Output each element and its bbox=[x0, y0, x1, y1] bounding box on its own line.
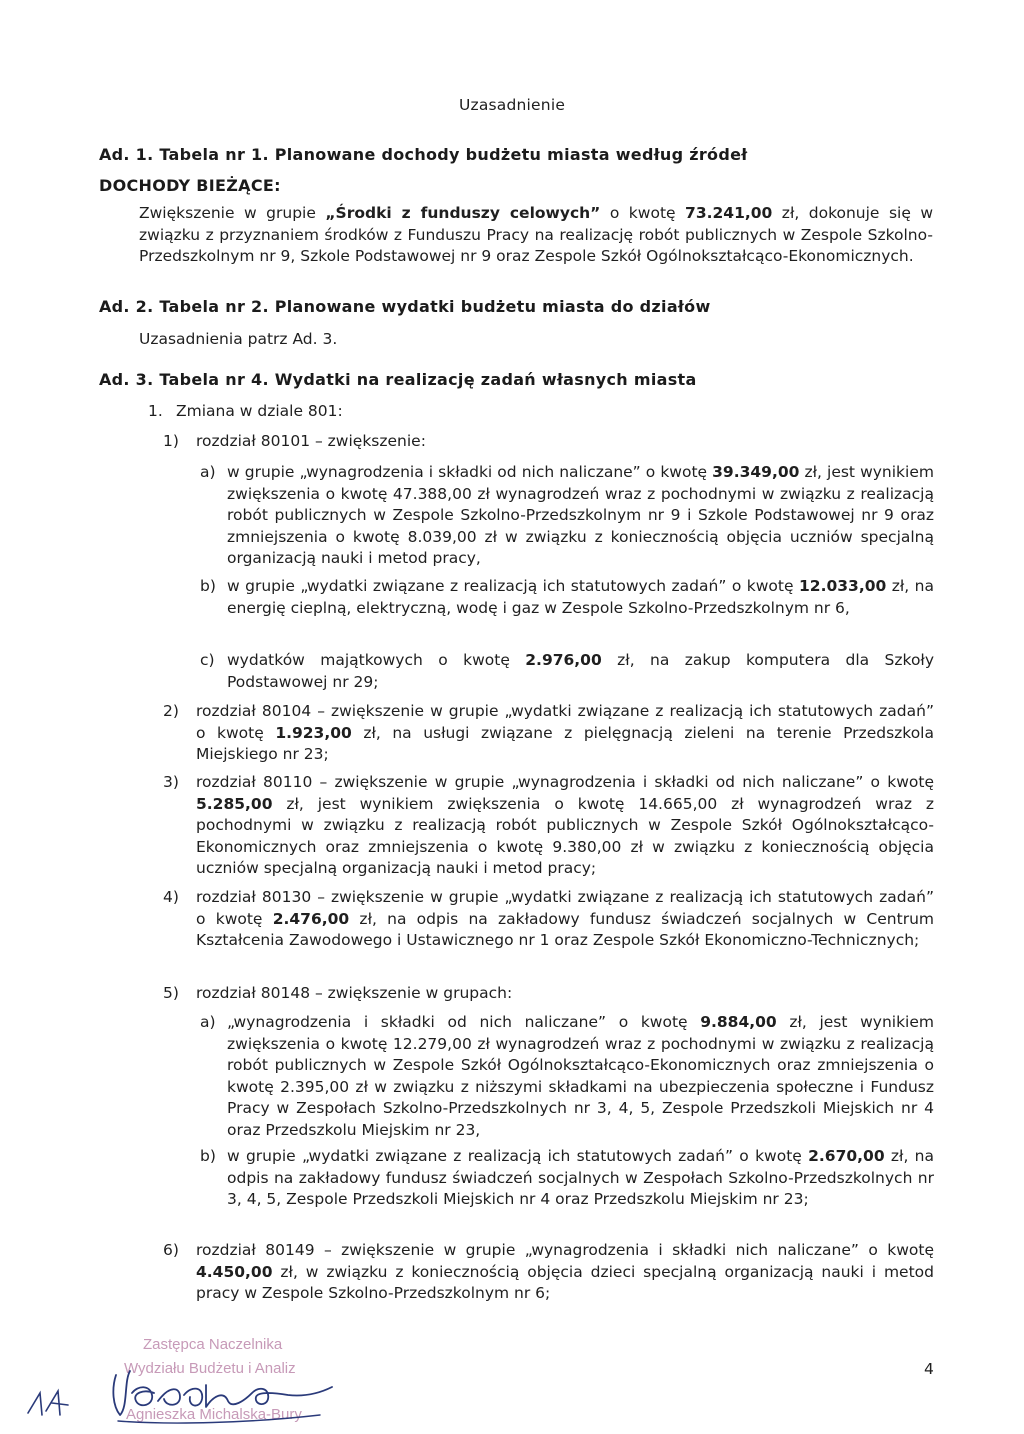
section-6-text: rozdział 80149 – zwiększenie w grupie „wynagrodzenia i składki nich naliczane” o kwotę 4.450,00 zł, w związku z koniecznością objęcia dzieci specjalną organizacją nauki i metod pracy w Zespole Szkolno-Przedszkolnym nr 6; bbox=[196, 1241, 934, 1303]
section-5b-amount: 2.670,00 bbox=[808, 1147, 885, 1165]
ad1-paragraph: Zwiększenie w grupie „Środki z funduszy celowych” o kwotę 73.241,00 zł, dokonuje się w związku z przyznaniem środków z Funduszu Pracy na realizację robót publicznych w Zespole Szkolno-Przedszkolnym nr 9, Szkole Podstawowej nr 9 oraz Zespole Szkół Ogólnokształcąco-Ekonomicznych. bbox=[139, 204, 934, 266]
section-5a-label: a) bbox=[200, 1013, 216, 1031]
page-number: 4 bbox=[924, 1360, 934, 1378]
stamp-name: Agnieszka Michalska-Bury bbox=[126, 1406, 302, 1423]
section-6-amount: 4.450,00 bbox=[196, 1262, 273, 1281]
ad1-heading: Ad. 1. Tabela nr 1. Planowane dochody budżetu miasta według źródeł bbox=[99, 145, 748, 164]
section-5-number: 5) bbox=[163, 984, 179, 1002]
section-4-text: rozdział 80130 – zwiększenie w grupie „wydatki związane z realizacją ich statutowych zadań” o kwotę 2.476,00 zł, na odpis na zakładowy fundusz świadczeń socjalnych w Centrum Kształcenia Zawodowego i Ustawicznego nr 1 oraz Zespole Szkół Ekonomiczno-Technicznych; bbox=[196, 888, 934, 950]
section-1b-amount: 12.033,00 bbox=[799, 577, 887, 595]
section-5a-text: „wynagrodzenia i składki od nich naliczane” o kwotę 9.884,00 zł, jest wynikiem zwiększenia o kwotę 12.279,00 zł wynagrodzeń wraz z pochodnymi w związku z realizacją robót publicznych w Zespole Szkół Ogólnokształcąco-Ekonomicznych oraz zmniejszenia o kwotę 2.395,00 zł w związku z niższymi składkami na ubezpieczenia społeczne i Fundusz Pracy w Zespołach Szkolno-Przedszkolnych nr 3, 4, 5, Zespole Przedszkoli Miejskich nr 4 oraz Przedszkolu Miejskim nr 23, bbox=[227, 1013, 934, 1139]
section-2-amount: 1.923,00 bbox=[275, 723, 352, 742]
section-3-text: rozdział 80110 – zwiększenie w grupie „wynagrodzenia i składki od nich naliczane” o kwotę 5.285,00 zł, jest wynikiem zwiększenia o kwotę 14.665,00 zł wynagrodzeń wraz z pochodnymi w związku z realizacją robót publicznych w Zespole Szkół Ogólnokształcąco-Ekonomicznych oraz zmniejszenia o kwotę 9.380,00 zł w związku z koniecznością objęcia uczniów specjalną organizacją nauki i metod pracy; bbox=[196, 773, 934, 878]
section-1b-label: b) bbox=[200, 577, 216, 595]
section-4-amount: 2.476,00 bbox=[272, 909, 350, 928]
signature-image bbox=[20, 1345, 350, 1430]
section-5-text: rozdział 80148 – zwiększenie w grupach: bbox=[196, 984, 513, 1002]
section-1-text: rozdział 80101 – zwiększenie: bbox=[196, 432, 426, 450]
list-number-1: 1. bbox=[148, 402, 163, 420]
section-3-number: 3) bbox=[163, 773, 179, 791]
section-1a-amount: 39.349,00 bbox=[712, 463, 800, 481]
section-1-number: 1) bbox=[163, 432, 179, 450]
section-6-number: 6) bbox=[163, 1241, 179, 1259]
ad2-heading: Ad. 2. Tabela nr 2. Planowane wydatki budżetu miasta do działów bbox=[99, 297, 711, 316]
section-1c-label: c) bbox=[200, 651, 215, 669]
document-title: Uzasadnienie bbox=[458, 96, 566, 114]
ad1-amount: 73.241,00 bbox=[685, 204, 773, 222]
list-item-1-text: Zmiana w dziale 801: bbox=[176, 402, 343, 420]
ad1-subheading: DOCHODY BIEŻĄCE: bbox=[99, 176, 281, 195]
section-3-amount: 5.285,00 bbox=[196, 794, 273, 813]
section-5a-amount: 9.884,00 bbox=[700, 1013, 777, 1031]
section-2-number: 2) bbox=[163, 702, 179, 720]
ad2-text: Uzasadnienia patrz Ad. 3. bbox=[139, 330, 338, 348]
stamp-title: Zastępca Naczelnika bbox=[143, 1336, 283, 1353]
section-1a-label: a) bbox=[200, 463, 216, 481]
section-1c-amount: 2.976,00 bbox=[525, 651, 602, 669]
section-1c-text: wydatków majątkowych o kwotę 2.976,00 zł, na zakup komputera dla Szkoły Podstawowej nr 29; bbox=[227, 651, 935, 691]
section-1a-text: w grupie „wynagrodzenia i składki od nich naliczane” o kwotę 39.349,00 zł, jest wynikiem zwiększenia o kwotę 47.388,00 zł wynagrodzeń wraz z pochodnymi w związku z realizacją robót publicznych w Zespole Szkolno-Przedszkolnym nr 9 i Szkole Podstawowej nr 9 oraz zmniejszenia o kwotę 8.039,00 zł w związku z koniecznością objęcia uczniów specjalną organizacją nauki i metod pracy, bbox=[227, 463, 934, 568]
ad3-heading: Ad. 3. Tabela nr 4. Wydatki na realizację zadań własnych miasta bbox=[99, 370, 697, 389]
ad1-group-name: „Środki z funduszy celowych” bbox=[325, 204, 601, 222]
section-5b-text: w grupie „wydatki związane z realizacją ich statutowych zadań” o kwotę 2.670,00 zł, na odpis na zakładowy fundusz świadczeń socjalnych w Zespołach Szkolno-Przedszkolnych nr 3, 4, 5, Zespole Przedszkoli Miejskich nr 4 oraz Przedszkolu Miejskim nr 23; bbox=[227, 1147, 934, 1209]
section-1b-text: w grupie „wydatki związane z realizacją ich statutowych zadań” o kwotę 12.033,00 zł, na energię cieplną, elektryczną, wodę i gaz w Zespole Szkolno-Przedszkolnym nr 6, bbox=[227, 577, 934, 617]
stamp-department: Wydziału Budżetu i Analiz bbox=[124, 1360, 296, 1377]
section-2-text: rozdział 80104 – zwiększenie w grupie „wydatki związane z realizacją ich statutowych zadań” o kwotę 1.923,00 zł, na usługi związane z pielęgnacją zieleni na terenie Przedszkola Miejskiego nr 23; bbox=[196, 702, 934, 764]
section-4-number: 4) bbox=[163, 888, 179, 906]
section-5b-label: b) bbox=[200, 1147, 216, 1165]
